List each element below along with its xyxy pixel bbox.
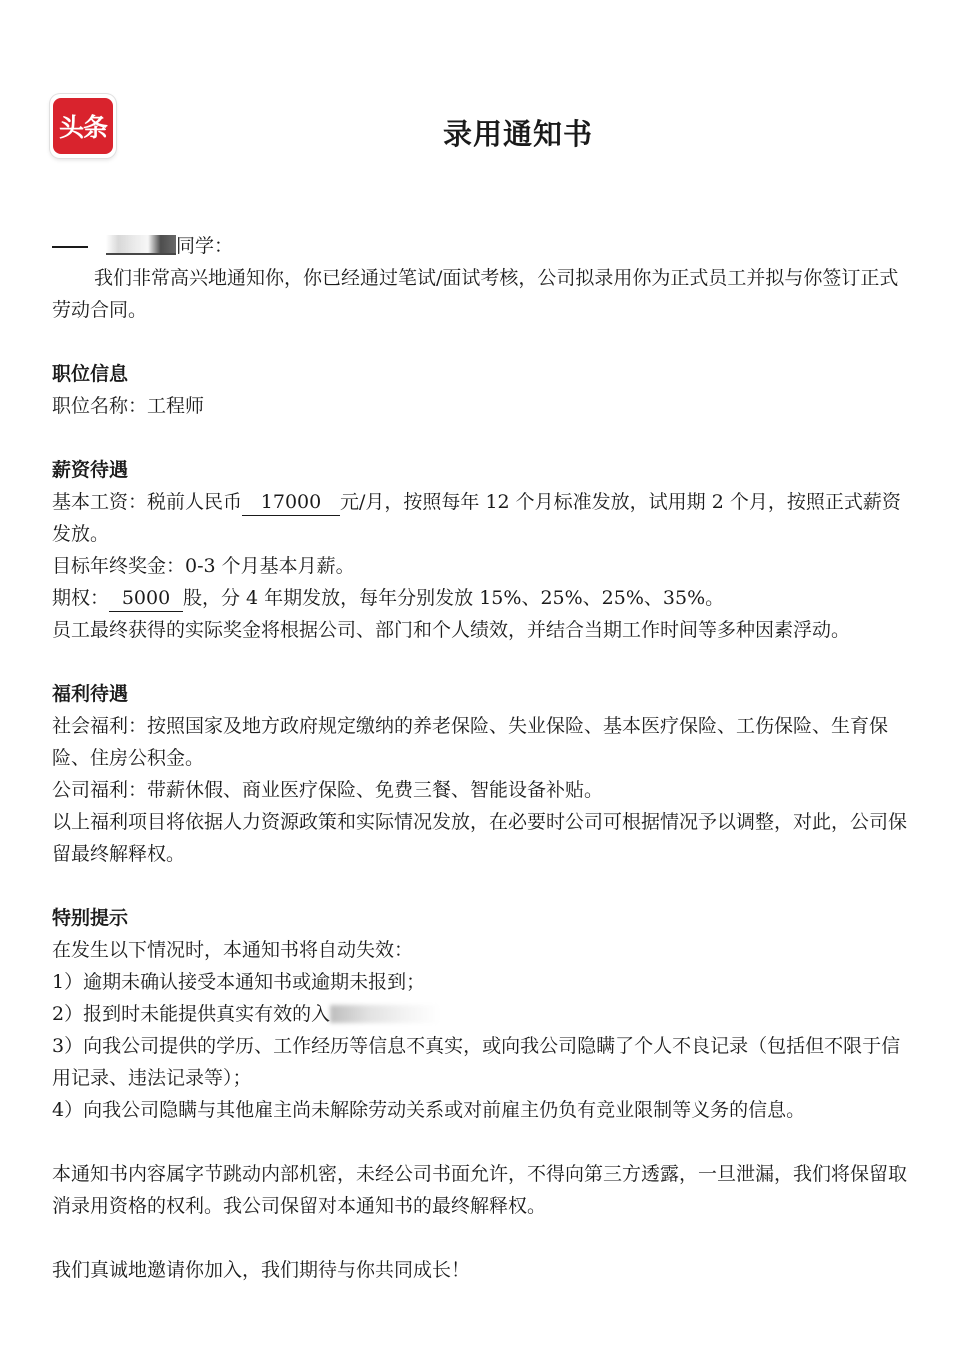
options-prefix: 期权： xyxy=(52,587,110,609)
options-suffix: 股，分 4 年期发放，每年分别发放 15%、25%、25%、35%。 xyxy=(183,587,725,609)
social-benefits: 社会福利：按照国家及地方政府规定缴纳的养老保险、失业保险、基本医疗保险、工伤保险、生育保险、住房公积金。 xyxy=(52,715,889,769)
special-item-3: 3）向我公司提供的学历、工作经历等信息不真实，或向我公司隐瞒了个人不良记录（包括但不限于信用记录、违法记录等）； xyxy=(52,1035,901,1089)
letter-body xyxy=(52,230,908,1286)
page-title: 录用通知书 xyxy=(442,117,593,151)
base-salary-prefix: 基本工资：税前人民币 xyxy=(52,491,243,513)
bonus-note: 员工最终获得的实际奖金将根据公司、部门和个人绩效，并结合当期工作时间等多种因素浮动。 xyxy=(52,619,851,641)
confidentiality-paragraph: 本通知书内容属字节跳动内部机密，未经公司书面允许，不得向第三方透露，一旦泄漏，我们将保留取消录用资格的权利。我公司保留对本通知书的最终解释权。 xyxy=(52,1163,908,1217)
greeting xyxy=(52,230,908,262)
special-item-1: 1）逾期未确认接受本通知书或逾期未报到； xyxy=(52,971,426,993)
greeting-suffix: 同学： xyxy=(176,235,234,257)
logo-text: 头条 xyxy=(53,98,113,154)
closing-paragraph: 我们真诚地邀请你加入，我们期待与你共同成长！ xyxy=(52,1259,471,1281)
section-heading-special: 特别提示 xyxy=(52,907,129,929)
redacted-name-line xyxy=(52,246,88,248)
benefits-note: 以上福利项目将依据人力资源政策和实际情况发放，在必要时公司可根据情况予以调整，对此，公司保留最终解释权。 xyxy=(52,811,908,865)
options-amount: 5000 xyxy=(109,585,183,612)
special-item-2-text: 2）报到时未能提供真实有效的入 xyxy=(52,1003,331,1025)
special-item-4: 4）向我公司隐瞒与其他雇主尚未解除劳动关系或对前雇主仍负有竞业限制等义务的信息。 xyxy=(52,1099,806,1121)
annual-bonus: 目标年终奖金：0-3 个月基本月薪。 xyxy=(52,555,355,577)
blurred-text xyxy=(330,1005,440,1023)
section-heading-position: 职位信息 xyxy=(52,363,129,385)
base-salary-suffix: 元/月，按照每年 12 个月标准发放，试用期 2 个月，按照正式薪资发放。 xyxy=(52,491,901,545)
intro-paragraph: 我们非常高兴地通知你，你已经通过笔试/面试考核，公司拟录用你为正式员工并拟与你签订正式劳动合同。 xyxy=(52,267,899,321)
special-item-2 xyxy=(52,998,908,1030)
base-salary xyxy=(52,486,908,550)
base-salary-amount: 17000 xyxy=(242,489,340,516)
redacted-name xyxy=(106,235,176,255)
special-lead: 在发生以下情况时，本通知书将自动失效： xyxy=(52,939,414,961)
company-benefits: 公司福利：带薪休假、商业医疗保险、免费三餐、智能设备补贴。 xyxy=(52,779,604,801)
section-heading-benefits: 福利待遇 xyxy=(52,683,129,705)
position-title: 职位名称：工程师 xyxy=(52,395,205,417)
section-heading-salary: 薪资待遇 xyxy=(52,459,129,481)
stock-options xyxy=(52,582,908,614)
